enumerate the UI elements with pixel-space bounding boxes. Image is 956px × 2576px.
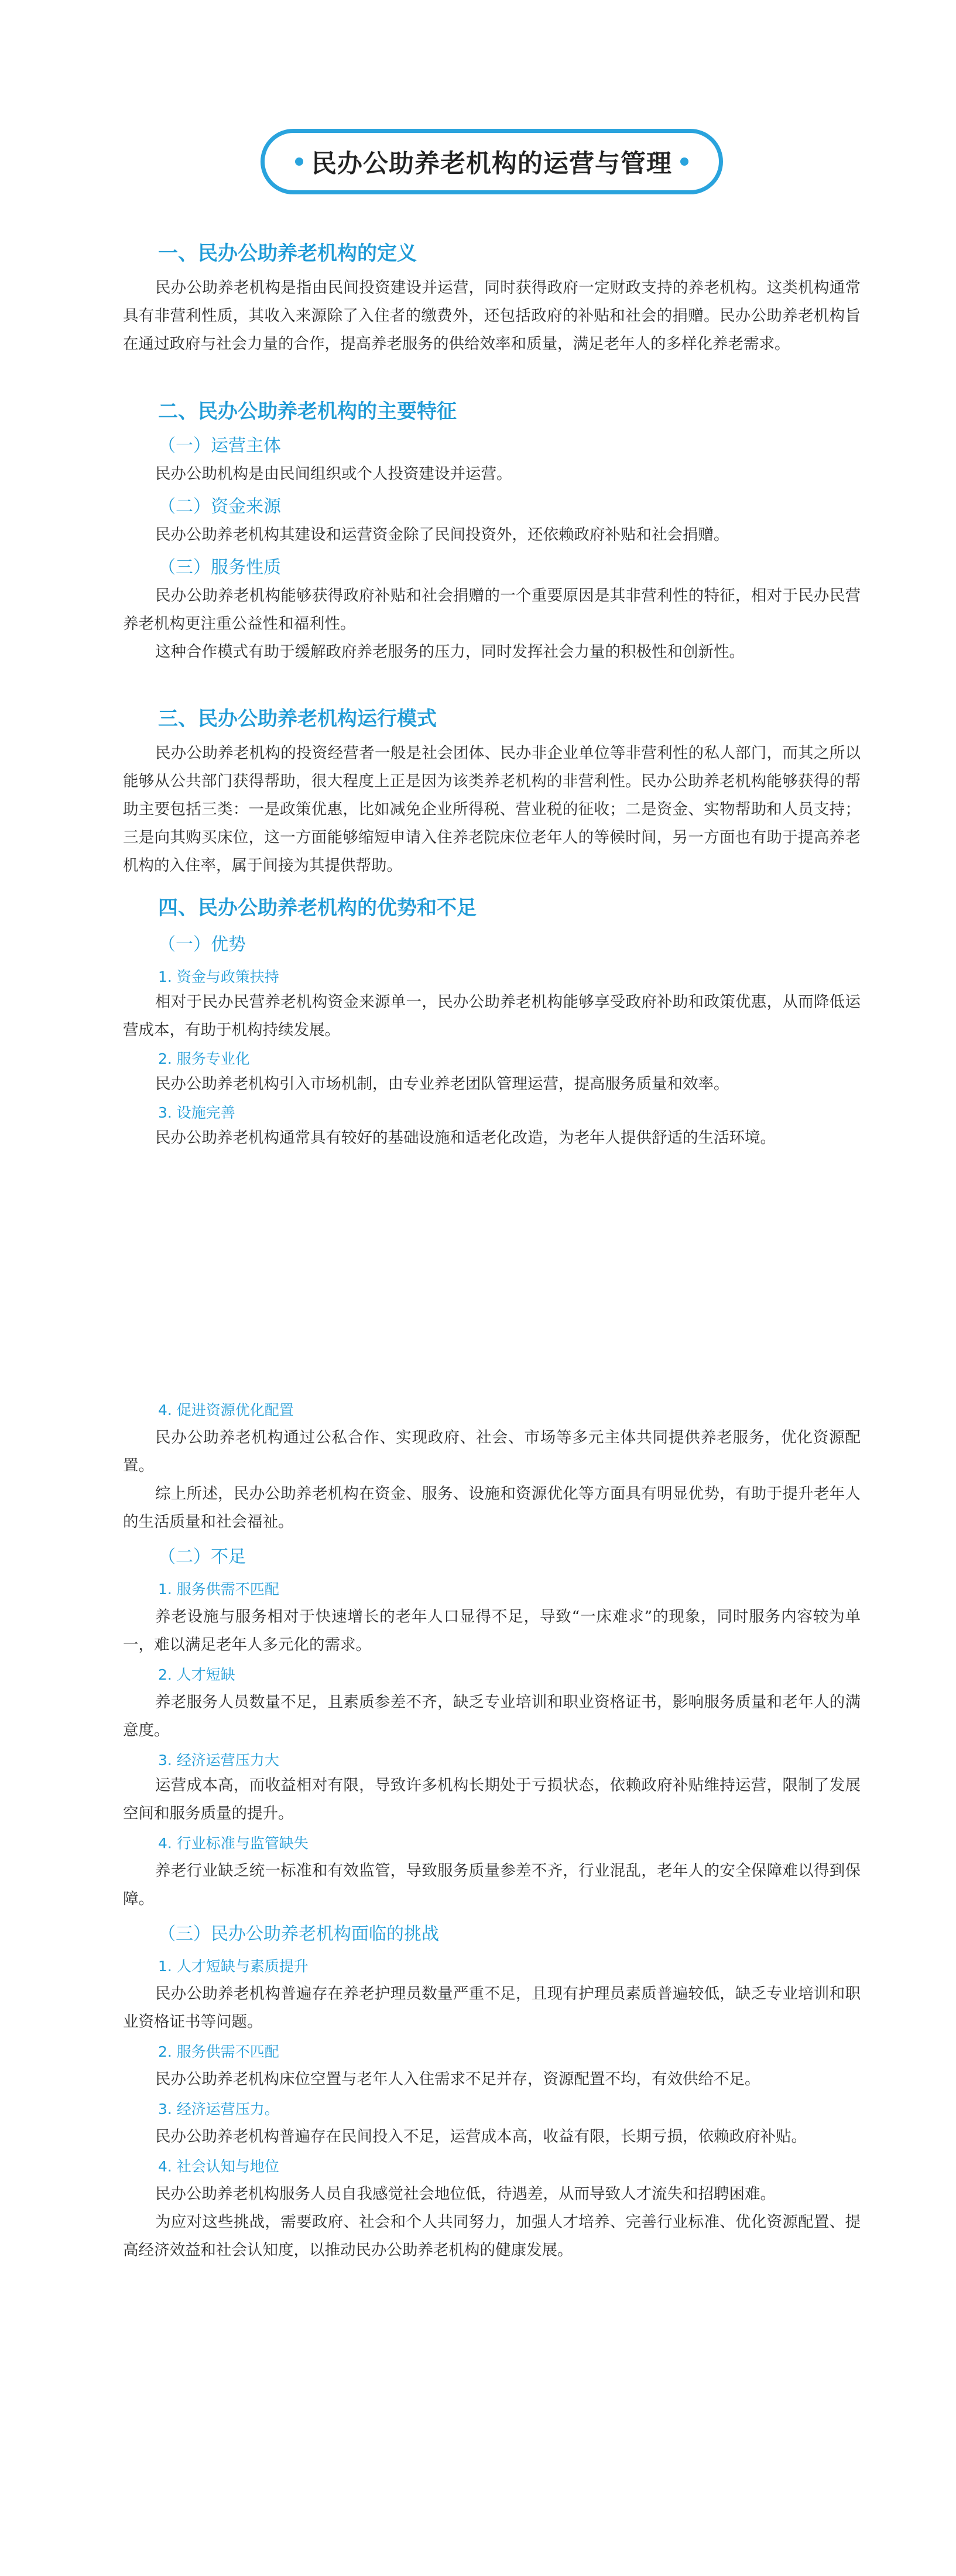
paragraph: 养老服务人员数量不足，且素质参差不齐，缺乏专业培训和职业资格证书，影响服务质量和老年人的满意度。 [123, 1693, 861, 1739]
paragraph: 运营成本高，而收益相对有限，导致许多机构长期处于亏损状态，依赖政府补贴维持运营，限制了发展空间和服务质量的提升。 [123, 1776, 861, 1823]
paragraph: 民办公助养老机构是指由民间投资建设并运营，同时获得政府一定财政支持的养老机构。这类机构通常具有非营利性质，其收入来源除了入住者的缴费外，还包括政府的补贴和社会的捐赠。民办公助养老机构旨在通过政府与社会力量的合作，提高养老服务的供给效率和质量，满足老年人的多样化养老需求。 [123, 279, 861, 353]
section-pros-cons [123, 895, 861, 1152]
title-banner [261, 129, 723, 194]
paragraph: 民办公助养老机构通过公私合作、实现政府、社会、市场等多元主体共同提供养老服务，优化资源配置。 [123, 1429, 861, 1475]
section-heading: 三、民办公助养老机构运行模式 [158, 707, 437, 731]
paragraph: 民办公助机构是由民间组织或个人投资建设并运营。 [155, 465, 512, 483]
subsection-heading: （二）资金来源 [158, 496, 281, 517]
subsection-heading: （一）运营主体 [158, 436, 281, 456]
item-heading: 4. 行业标准与监管缺失 [158, 1835, 309, 1852]
section-heading: 一、民办公助养老机构的定义 [158, 242, 417, 265]
paragraph: 民办公助养老机构服务人员自我感觉社会地位低，待遇差，从而导致人才流失和招聘困难。 [155, 2185, 776, 2203]
item-heading: 3. 设施完善 [158, 1104, 235, 1121]
paragraph: 这种合作模式有助于缓解政府养老服务的压力，同时发挥社会力量的积极性和创新性。 [155, 643, 745, 661]
section-heading: 四、民办公助养老机构的优势和不足 [158, 896, 477, 920]
subsection-heading: （一）优势 [158, 934, 246, 955]
paragraph: 民办公助养老机构的投资经营者一般是社会团体、民办非企业单位等非营利性的私人部门，而其之所以能够从公共部门获得帮助，很大程度上正是因为该类养老机构的非营利性。民办公助养老机构能够获得的帮助主要包括三类：一是政策优惠，比如减免企业所得税、营业税的征收；二是资金、实物帮助和人员支持；三是向其购买床位，这一方面能够缩短申请入住养老院床位老年人的等候时间，另一方面也有助于提高养老机构的入住率，属于间接为其提供帮助。 [123, 744, 861, 875]
section-pros-cons-continued [123, 1399, 861, 2265]
bullet-dot-icon [295, 157, 303, 166]
item-heading: 2. 服务供需不匹配 [158, 2043, 279, 2060]
item-heading: 2. 人才短缺 [158, 1666, 235, 1683]
paragraph: 为应对这些挑战，需要政府、社会和个人共同努力，加强人才培养、完善行业标准、优化资源配置、提高经济效益和社会认知度，以推动民办公助养老机构的健康发展。 [123, 2213, 861, 2259]
section-features [123, 398, 861, 666]
subsection-heading: （二）不足 [158, 1547, 246, 1567]
paragraph: 民办公助养老机构普遍存在养老护理员数量严重不足，且现有护理员素质普遍较低，缺乏专业培训和职业资格证书等问题。 [123, 1985, 861, 2031]
paragraph: 民办公助养老机构引入市场机制，由专业养老团队管理运营，提高服务质量和效率。 [155, 1075, 729, 1093]
item-heading: 1. 服务供需不匹配 [158, 1581, 279, 1598]
item-heading: 3. 经济运营压力大 [158, 1752, 279, 1769]
paragraph: 民办公助养老机构其建设和运营资金除了民间投资外，还依赖政府补贴和社会捐赠。 [155, 526, 729, 544]
paragraph: 民办公助养老机构床位空置与老年人入住需求不足并存，资源配置不均，有效供给不足。 [155, 2070, 760, 2088]
subsection-heading: （三）服务性质 [158, 557, 281, 578]
item-heading: 4. 社会认知与地位 [158, 2158, 279, 2175]
bullet-dot-icon [680, 157, 688, 166]
paragraph: 养老行业缺乏统一标准和有效监管，导致服务质量参差不齐，行业混乱，老年人的安全保障难以得到保障。 [123, 1862, 861, 1908]
section-heading: 二、民办公助养老机构的主要特征 [158, 400, 457, 423]
item-heading: 2. 服务专业化 [158, 1050, 250, 1067]
paragraph: 民办公助养老机构通常具有较好的基础设施和适老化改造，为老年人提供舒适的生活环境。 [155, 1129, 776, 1147]
item-heading: 1. 资金与政策扶持 [158, 968, 279, 985]
item-heading: 4. 促进资源优化配置 [158, 1402, 294, 1419]
section-operation-model [123, 705, 861, 880]
paragraph: 相对于民办民营养老机构资金来源单一，民办公助养老机构能够享受政府补助和政策优惠，从而降低运营成本，有助于机构持续发展。 [123, 993, 861, 1039]
paragraph: 民办公助养老机构能够获得政府补贴和社会捐赠的一个重要原因是其非营利性的特征，相对于民办民营养老机构更注重公益性和福利性。 [123, 587, 861, 633]
paragraph: 养老设施与服务相对于快速增长的老年人口显得不足，导致“一床难求”的现象，同时服务内容较为单一，难以满足老年人多元化的需求。 [123, 1608, 861, 1654]
item-heading: 3. 经济运营压力。 [158, 2101, 279, 2118]
section-definition [123, 240, 861, 358]
paragraph: 民办公助养老机构普遍存在民间投入不足，运营成本高，收益有限，长期亏损，依赖政府补贴。 [155, 2128, 807, 2146]
subsection-heading: （三）民办公助养老机构面临的挑战 [158, 1924, 439, 1944]
page-title: 民办公助养老机构的运营与管理 [311, 149, 672, 179]
item-heading: 1. 人才短缺与素质提升 [158, 1958, 309, 1975]
paragraph: 综上所述，民办公助养老机构在资金、服务、设施和资源优化等方面具有明显优势，有助于提升老年人的生活质量和社会福祉。 [123, 1485, 861, 1531]
